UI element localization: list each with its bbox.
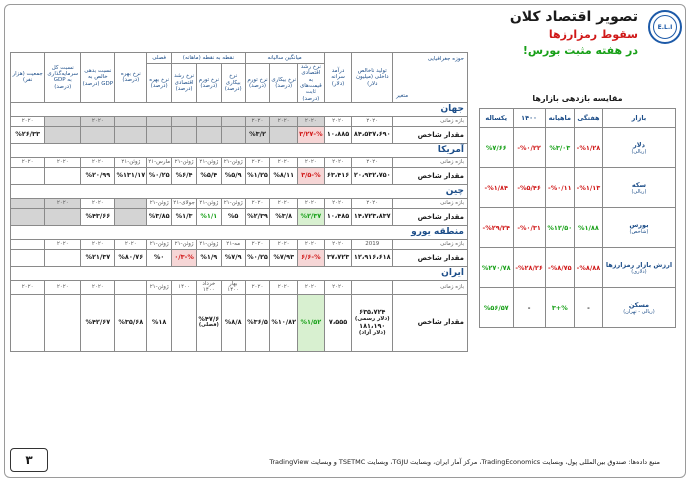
value-cell: %۴۷/۶ (فصلی) — [197, 294, 222, 351]
period-cell: مارس-۲۱ — [147, 157, 172, 167]
region-row — [11, 102, 468, 116]
value-cell — [11, 294, 45, 351]
period-cell: ژوئن-۲۱ — [197, 198, 222, 208]
cmp-row — [480, 248, 676, 288]
value-cell: %۲۰/۹۹ — [81, 167, 115, 184]
growth-header: نرخ رشد اقتصادی به قیمت‌های ثابت (درصد) — [298, 64, 325, 103]
logo-text: E.L.I — [653, 15, 677, 39]
period-cell — [115, 280, 147, 294]
period-label: بازه زمانی — [393, 157, 468, 167]
value-cell: %۴۲/۶۷ — [81, 294, 115, 351]
cmp-value: %۱/۸۴- — [480, 168, 514, 208]
value-cell: ۱۰،۸۸۵ — [324, 126, 352, 143]
subtitle-bourse: در هفته مثبت بورس! — [522, 44, 638, 57]
period-cell: ۲۰۲۰ — [115, 239, 147, 249]
value-cell: ۱۲،۹۱۶،۶۱۸ — [352, 249, 393, 266]
market-unit: (شاخص) — [629, 228, 649, 235]
period-cell: ۲۰۲۰ — [45, 239, 81, 249]
period-cell: ۲۰۲۰ — [245, 198, 270, 208]
interest-header: نرخ بهره (درصد) — [115, 53, 147, 103]
value-cell — [270, 126, 298, 143]
value-cell: %۱۳۱/۱۷ — [115, 167, 147, 184]
subtitle-crypto: سقوط رمزارزها — [548, 28, 638, 41]
gdp-multi-line: ۶۳۵،۷۲۴ — [359, 307, 386, 316]
region-row — [11, 184, 468, 198]
value-cell — [45, 249, 81, 266]
gdp-multi-line: ۱۸۱،۱۹۰ — [359, 321, 386, 330]
cmp-value: %۲۹/۲۴- — [480, 208, 514, 248]
value-cell — [11, 249, 45, 266]
value-cell: %۳/۸ — [270, 208, 298, 225]
value-row — [11, 249, 468, 266]
comparison-title: مقایسه بازدهی بازارها — [532, 94, 623, 103]
period-cell — [45, 116, 81, 126]
cmp-value: %۲۸/۲۶- — [513, 248, 545, 288]
value-cell: %۱۸ — [147, 294, 172, 351]
value-cell — [115, 208, 147, 225]
market-label: دلار — [632, 140, 645, 149]
macro-table — [10, 52, 468, 352]
page-title: تصویر اقتصاد کلان — [509, 9, 638, 25]
value-cell: %-۳/۲۷ — [298, 126, 325, 143]
pop-header: جمعیت (هزار نفر) — [11, 53, 45, 103]
value-cell: %۳۶/۵ — [245, 294, 270, 351]
period-cell: ۲۰۲۰ — [11, 116, 45, 126]
period-cell: ۲۰۲۰ — [81, 280, 115, 294]
region-name: آمریکا — [11, 143, 468, 157]
period-cell: ژوئن-۲۱ — [147, 239, 172, 249]
value-cell: %۳۵/۶۸ — [115, 294, 147, 351]
value-cell: %۴۳/۶۶ — [81, 208, 115, 225]
comparison-table — [479, 108, 676, 328]
value-cell: %۷/۹ — [221, 249, 245, 266]
period-cell: ۲۰۲۰ — [245, 157, 270, 167]
value-cell: %۲۱/۳۷ — [81, 249, 115, 266]
gdp-multi-cell — [352, 294, 393, 351]
period-cell: ۲۰۲۰ — [81, 239, 115, 249]
period-row — [11, 116, 468, 126]
value-cell: %۷/۹۳ — [270, 249, 298, 266]
period-cell: ژوئن-۲۱ — [172, 239, 197, 249]
value-cell — [45, 126, 81, 143]
cmp-value: %۰/۱۱- — [545, 168, 574, 208]
cmp-value: %۱/۸۸ — [574, 208, 602, 248]
gdp-multi-line: (دلار رسمی) — [354, 316, 390, 323]
period-row — [11, 198, 468, 208]
value-cell: %۸۰/۷۶ — [115, 249, 147, 266]
market-label: سکه — [631, 180, 647, 189]
period-label: بازه زمانی — [393, 280, 468, 294]
market-name — [602, 168, 675, 208]
period-row — [11, 157, 468, 167]
market-name — [602, 208, 675, 248]
value-cell: %۸/۸ — [221, 294, 245, 351]
infl-header: نرخ تورم (درصد) — [245, 64, 270, 103]
quantity-label: مقدار شاخص — [393, 126, 468, 143]
value-cell: %۱/۲۵ — [245, 167, 270, 184]
cmp-header: ۱۴۰۰ — [513, 109, 545, 128]
value-cell — [11, 167, 45, 184]
period-cell: ژوئن-۲۱ — [197, 239, 222, 249]
period-cell — [197, 116, 222, 126]
period-cell: ۱۴۰۰ — [172, 280, 197, 294]
period-label: بازه زمانی — [393, 116, 468, 126]
period-cell: بهار ۱۴۰۰ — [221, 280, 245, 294]
period-cell: ۲۰۲۰ — [298, 116, 325, 126]
period-cell: ژوئن-۲۱ — [172, 157, 197, 167]
period-label: بازه زمانی — [393, 239, 468, 249]
cmp-row — [480, 208, 676, 248]
region-name: جهان — [11, 102, 468, 116]
period-cell: ۲۰۲۰ — [298, 239, 325, 249]
period-cell: ۲۰۲۰ — [324, 116, 352, 126]
period-cell — [115, 116, 147, 126]
period-cell: ژوئن-۲۱ — [221, 157, 245, 167]
value-cell — [11, 208, 45, 225]
value-cell: %-۰/۳ — [172, 249, 197, 266]
season-interest-header: نرخ بهره (درصد) — [147, 64, 172, 103]
market-name — [602, 288, 675, 328]
value-cell — [172, 126, 197, 143]
cmp-value: %۱/۱۳- — [574, 168, 602, 208]
gdp-multi-line: (دلار آزاد) — [358, 329, 386, 336]
cmp-value: %۷/۶۶ — [480, 128, 514, 168]
gdp-pc-header: درآمد سرانه (دلار) — [324, 53, 352, 103]
period-cell: ژوئن-۲۱ — [147, 198, 172, 208]
period-cell — [221, 116, 245, 126]
value-cell: %-۶/۶ — [298, 249, 325, 266]
value-cell — [45, 167, 81, 184]
cmp-row — [480, 288, 676, 328]
p-growth-header: نرخ رشد اقتصادی (درصد) — [172, 64, 197, 103]
period-cell: ۲۰۲۰ — [11, 280, 45, 294]
value-cell — [45, 294, 81, 351]
period-cell — [172, 116, 197, 126]
period-cell: جولای-۲۱ — [172, 198, 197, 208]
period-cell: ۲۰۲۰ — [45, 157, 81, 167]
value-cell — [221, 126, 245, 143]
value-cell: %۸/۱۱ — [270, 167, 298, 184]
period-cell: ۲۰۲۰ — [324, 239, 352, 249]
cmp-value: %۸/۸۸- — [574, 248, 602, 288]
value-cell: %۵ — [221, 208, 245, 225]
period-cell — [147, 116, 172, 126]
page-number: ۳ — [10, 448, 48, 472]
value-cell: %۰/۲۵ — [147, 167, 172, 184]
cmp-header: ماهیانه — [545, 109, 574, 128]
point-header: نقطه به نقطه (ماهانه) — [172, 53, 246, 64]
p-unemp-header: نرخ بیکاری (درصد) — [221, 64, 245, 103]
period-cell: ۲۰۲۰ — [245, 280, 270, 294]
period-cell: ژوئن-۲۱ — [221, 198, 245, 208]
market-name — [602, 128, 675, 168]
value-cell: %۱/۳ — [172, 208, 197, 225]
cmp-value: %۵/۴۶- — [513, 168, 545, 208]
value-cell: %۲/۳۹ — [245, 208, 270, 225]
yearly-header: میانگین سالیانه — [245, 53, 324, 64]
region-header — [393, 53, 468, 103]
value-cell: %۱/۹ — [197, 249, 222, 266]
market-label: بورس — [629, 220, 649, 229]
quantity-label: مقدار شاخص — [393, 167, 468, 184]
value-cell — [147, 126, 172, 143]
period-cell: ۲۰۲۰ — [245, 116, 270, 126]
cmp-row — [480, 168, 676, 208]
value-cell: %۲۶/۳۳ — [11, 126, 45, 143]
value-cell: ۳۷،۷۲۳ — [324, 249, 352, 266]
quantity-label: مقدار شاخص — [393, 294, 468, 351]
period-cell: ۲۰۲۰ — [270, 116, 298, 126]
value-cell: %۰ — [147, 249, 172, 266]
source-note: منبع داده‌ها: صندوق بین‌المللی پول، وبسایت TradingEconomics، مرکز آمار ایران، وبسایت TGJU، وبسایت TSETMC و وبسایت TradingView — [269, 458, 660, 466]
value-cell — [172, 294, 197, 351]
period-row — [11, 280, 468, 294]
period-cell: 2019 — [352, 239, 393, 249]
period-cell: ۲۰۲۰ — [81, 198, 115, 208]
period-cell: ژوئن-۲۱ — [147, 280, 172, 294]
cmp-header: هفتگی — [574, 109, 602, 128]
p-infl-header: نرخ تورم (درصد) — [197, 64, 222, 103]
period-cell: ۲۰۲۰ — [352, 157, 393, 167]
period-cell: ۲۰۲۰ — [324, 198, 352, 208]
period-cell: ۲۰۲۰ — [81, 116, 115, 126]
period-label: بازه زمانی — [393, 198, 468, 208]
value-cell — [115, 126, 147, 143]
market-unit: (ریالی) — [631, 148, 647, 155]
cmp-header: بازار — [602, 109, 675, 128]
season-header: فصلی — [147, 53, 172, 64]
value-cell: %-۳/۵ — [298, 167, 325, 184]
value-cell: ۱۴،۷۲۳،۸۳۷ — [352, 208, 393, 225]
value-cell: ۲۰،۹۳۲،۷۵۰ — [352, 167, 393, 184]
value-cell: %۱/۱ — [197, 208, 222, 225]
logo — [648, 10, 682, 44]
cmp-value: %۱/۲۸- — [574, 128, 602, 168]
cmp-value: %۸/۷۵- — [545, 248, 574, 288]
period-cell: ۲۰۲۰ — [270, 280, 298, 294]
value-row — [11, 167, 468, 184]
value-cell: %۱۰/۸۲ — [270, 294, 298, 351]
unemp-header: نرخ بیکاری (درصد) — [270, 64, 298, 103]
value-cell — [197, 126, 222, 143]
cmp-value: %۵۶/۵۷ — [480, 288, 514, 328]
region-label: حوزه جغرافیایی — [427, 56, 464, 62]
period-cell: ژوئن-۲۱ — [115, 157, 147, 167]
period-cell — [11, 198, 45, 208]
value-row — [11, 126, 468, 143]
value-cell — [81, 126, 115, 143]
quantity-label: مقدار شاخص — [393, 249, 468, 266]
period-cell: ۲۰۲۰ — [298, 280, 325, 294]
value-cell: ۶۳،۴۱۶ — [324, 167, 352, 184]
value-row — [11, 294, 468, 351]
gdp-header: تولید ناخالص داخلی (میلیون دلار) — [352, 53, 393, 103]
capital-header: نسبت کل سرمایه‌گذاری به GDP (درصد) — [45, 53, 81, 103]
period-cell: ۲۰۲۰ — [270, 157, 298, 167]
period-cell — [115, 198, 147, 208]
cmp-value: %۱۲/۵۰ — [545, 208, 574, 248]
region-name: چین — [11, 184, 468, 198]
period-cell: ۲۰۲۰ — [45, 280, 81, 294]
period-cell: مه-۲۱ — [221, 239, 245, 249]
market-unit: (ریالی) — [631, 188, 647, 195]
period-cell — [352, 280, 393, 294]
value-cell — [45, 208, 81, 225]
period-cell: ۲۰۲۰ — [298, 157, 325, 167]
value-row — [11, 208, 468, 225]
value-cell: ۱۰،۴۸۵ — [324, 208, 352, 225]
market-label: ارزش بازار رمزارزها — [605, 260, 673, 269]
value-cell: %۱/۵۲ — [298, 294, 325, 351]
market-unit: (ریالی - تهران) — [623, 308, 655, 315]
period-cell: ۲۰۲۰ — [352, 116, 393, 126]
quantity-label: مقدار شاخص — [393, 208, 468, 225]
region-name: ایران — [11, 266, 468, 280]
period-cell: ۲۰۲۰ — [352, 198, 393, 208]
cmp-header: یکساله — [480, 109, 514, 128]
period-cell — [11, 239, 45, 249]
period-cell: ۲۰۲۰ — [45, 198, 81, 208]
period-cell: ۲۰۲۰ — [11, 157, 45, 167]
period-cell: ۲۰۲۰ — [270, 198, 298, 208]
market-unit: (دلاری) — [631, 268, 647, 275]
value-cell: %۵/۴ — [197, 167, 222, 184]
value-cell: %۲/۳۷ — [298, 208, 325, 225]
cmp-value: %۲۷۰/۷۸ — [480, 248, 514, 288]
value-cell: %۳/۲ — [245, 126, 270, 143]
value-cell: %۳/۸۵ — [147, 208, 172, 225]
value-cell: %۵/۹ — [221, 167, 245, 184]
region-row — [11, 225, 468, 239]
period-cell: ۲۰۲۰ — [324, 280, 352, 294]
cmp-value: %+۳ — [545, 288, 574, 328]
market-name — [602, 248, 675, 288]
region-name: منطقه یورو — [11, 225, 468, 239]
value-cell: %۶/۴ — [172, 167, 197, 184]
value-cell: ۷،۵۵۵ — [324, 294, 352, 351]
region-row — [11, 143, 468, 157]
cmp-value: - — [513, 288, 545, 328]
cmp-value: %۰/۳۱- — [513, 208, 545, 248]
value-cell: ۸۴،۵۳۷،۶۹۰ — [352, 126, 393, 143]
region-row — [11, 266, 468, 280]
cmp-row — [480, 128, 676, 168]
cmp-value: %۳/۰۳ — [545, 128, 574, 168]
infl-note: (فصلی) — [198, 322, 219, 329]
period-cell: ۲۰۲۰ — [245, 239, 270, 249]
period-cell: خرداد ۱۴۰۰ — [197, 280, 222, 294]
period-cell: ۲۰۲۰ — [298, 198, 325, 208]
period-cell: ۲۰۲۰ — [270, 239, 298, 249]
var-label: متغیر — [396, 92, 409, 99]
period-cell: ۲۰۲۰ — [324, 157, 352, 167]
period-cell: ژوئن-۲۱ — [197, 157, 222, 167]
period-cell: ۲۰۲۰ — [81, 157, 115, 167]
market-label: مسکن — [628, 300, 650, 309]
value-cell: %۰/۲۵ — [245, 249, 270, 266]
cmp-value: - — [574, 288, 602, 328]
netdebt-header: نسبت بدهی خالص به GDP (درصد) — [81, 53, 115, 103]
cmp-value: %۰/۲۲- — [513, 128, 545, 168]
period-row — [11, 239, 468, 249]
